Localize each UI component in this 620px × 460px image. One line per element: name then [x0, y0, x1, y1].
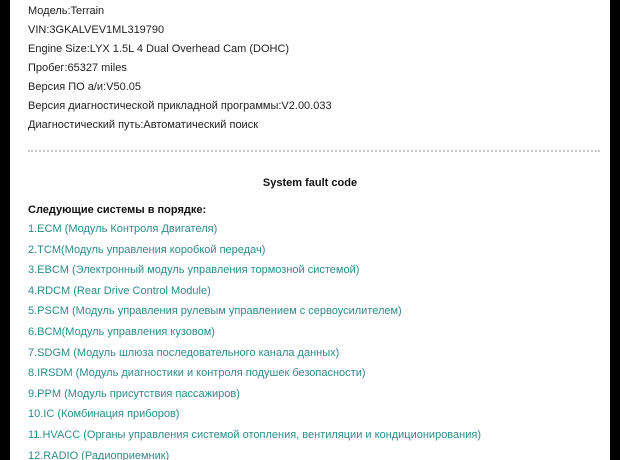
- vehicle-model: Модель:Terrain: [28, 5, 105, 17]
- dotted-divider: [28, 150, 600, 152]
- app-version: Версия диагностической прикладной программы:V2.00.033: [28, 100, 332, 112]
- software-version: Версия ПО a/и:V50.05: [28, 81, 141, 93]
- system-item-ebcm[interactable]: 3.EBCM (Электронный модуль управления тормозной системой): [28, 264, 360, 277]
- mileage: Пробег:65327 miles: [28, 62, 127, 74]
- system-item-rdcm[interactable]: 4.RDCM (Rear Drive Control Module): [28, 284, 211, 297]
- system-item-tcm[interactable]: 2.TCM(Модуль управления коробкой передач): [28, 243, 266, 256]
- system-item-hvacc[interactable]: 11.HVACC (Органы управления системой отопления, вентиляции и кондиционирования): [28, 428, 481, 441]
- report-page: [10, 0, 610, 460]
- vehicle-vin: VIN:3GKALVEV1ML319790: [28, 24, 165, 36]
- section-title: System fault code: [262, 177, 358, 189]
- systems-list: [28, 219, 481, 460]
- engine-size: Engine Size:LYX 1.5L 4 Dual Overhead Cam (DOHC): [28, 43, 290, 55]
- systems-header: Следующие системы в порядке:: [28, 204, 207, 216]
- system-item-ic[interactable]: 10.IC (Комбинация приборов): [28, 408, 180, 421]
- system-item-sdgm[interactable]: 7.SDGM (Модуль шлюза последовательного канала данных): [28, 346, 340, 359]
- system-item-ecm[interactable]: 1.ECM (Модуль Контроля Двигателя): [28, 223, 218, 235]
- diagnostic-path: Диагностический путь:Автоматический поиск: [28, 119, 259, 131]
- system-item-pscm[interactable]: 5.PSCM (Модуль управления рулевым управлением с сервоусилителем): [28, 305, 402, 318]
- system-item-radio[interactable]: 12.RADIO (Радиоприемник): [28, 449, 170, 460]
- vehicle-info: [28, 2, 598, 135]
- system-item-irsdm[interactable]: 8.IRSDM (Модуль диагностики и контроля подушек безопасности): [28, 367, 366, 380]
- system-item-bcm[interactable]: 6.BCM(Модуль управления кузовом): [28, 325, 215, 338]
- system-item-ppm[interactable]: 9.PPM (Модуль присутствия пассажиров): [28, 387, 240, 400]
